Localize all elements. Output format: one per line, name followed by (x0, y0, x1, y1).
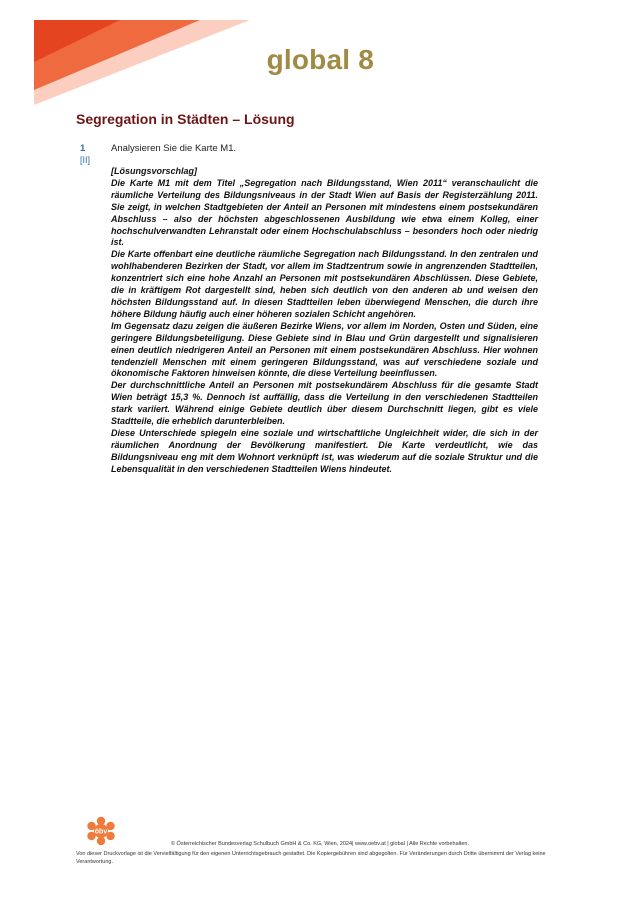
header-corner-graphic (0, 0, 260, 110)
footer-copyright: © Österreichischer Bundesverlag Schulbuch GmbH & Co. KG, Wien, 2024| www.oebv.at | global | Alle Rechte vorbehalten. (170, 841, 470, 847)
footer-notice: Von dieser Druckvorlage ist die Vervielfältigung für den eigenen Unterrichtsgebrauch gestattet. Die Kopiergebühren sind abgegolten. Für Veränderungen durch Dritte übernimmt der Verlag keine Verantwortung. (76, 851, 546, 865)
task-level: [II] (80, 155, 91, 165)
solution-paragraph: Der durchschnittliche Anteil an Personen mit postsekundärem Abschluss für die gesamte Stadt Wien beträgt 15,3 %. Dennoch ist auffällig, dass die Verteilung in den verschiedenen Stadtteilen stark variiert. Während einige Gebiete deutlich über diesem Durchschnitt liegen, gibt es viele Stadtteile, die erheblich darunterbleiben. (111, 380, 538, 427)
solution-paragraph: Die Karte M1 mit dem Titel „Segregation nach Bildungsstand, Wien 2011“ veranschaulicht die räumliche Verteilung des Bildungsniveaus in der Stadt Wien auf Basis der Registerzählung 2011. Sie zeigt, in welchen Stadtgebieten der Anteil an Personen mit mindestens einem postsekundären Abschluss – also der höchsten abgeschlossenen Ausbildung wie etwa einem Kolleg, einer hochschulverwandten Lehranstalt oder einem Hochschulabschluss – besonders hoch oder niedrig ist. (111, 177, 538, 248)
page-title: Segregation in Städten – Lösung (76, 111, 295, 127)
solution-paragraph: Diese Unterschiede spiegeln eine soziale und wirtschaftliche Ungleichheit wider, die sich in der räumlichen Anordnung der Bevölkerung manifestiert. Die Karte verdeutlicht, wie das Bildungsniveau eng mit dem Wohnort verknüpft ist, was wiederum auf die soziale Struktur und die Lebensqualität in den verschiedenen Stadtteilen Wiens hindeutet. (111, 427, 538, 474)
publisher-logo-text: öbv (94, 828, 108, 836)
task-instruction: Analysieren Sie die Karte M1. (111, 143, 237, 154)
solution-paragraph: Im Gegensatz dazu zeigen die äußeren Bezirke Wiens, vor allem im Norden, Osten und Süden, eine geringere Bildungsbeteiligung. Diese Gebiete sind in Blau und Grün dargestellt und signalisieren einen deutlich niedrigeren Anteil an Personen mit einem postsekundären Abschluss. Hier wohnen tendenziell Menschen mit einem geringeren Bildungsstand, was auf verschiedene soziale und ökonomische Faktoren hinweisen könnte, die diese Verteilung beeinflussen. (111, 320, 538, 379)
solution-block (111, 166, 538, 476)
task-number: 1 (80, 143, 86, 154)
solution-heading: [Lösungsvorschlag] (111, 166, 198, 176)
solution-paragraph: Die Karte offenbart eine deutliche räumliche Segregation nach Bildungsstand. In den zentralen und wohlhabenderen Bezirken der Stadt, vor allem im Stadtzentrum sowie in angrenzenden Stadtteilen, konzentriert sich eine hohe Anzahl an Personen mit postsekundären Abschlüssen. Diese Gebiete, die in kräftigem Rot dargestellt sind, heben sich deutlich von den anderen ab und weisen den höchsten Bildungsstand auf. In diesen Stadtteilen leben überwiegend Menschen, die durch ihre höhere Bildung häufig auch einer höheren sozialen Schicht angehören. (111, 249, 538, 319)
brand-title: global 8 (266, 44, 374, 75)
